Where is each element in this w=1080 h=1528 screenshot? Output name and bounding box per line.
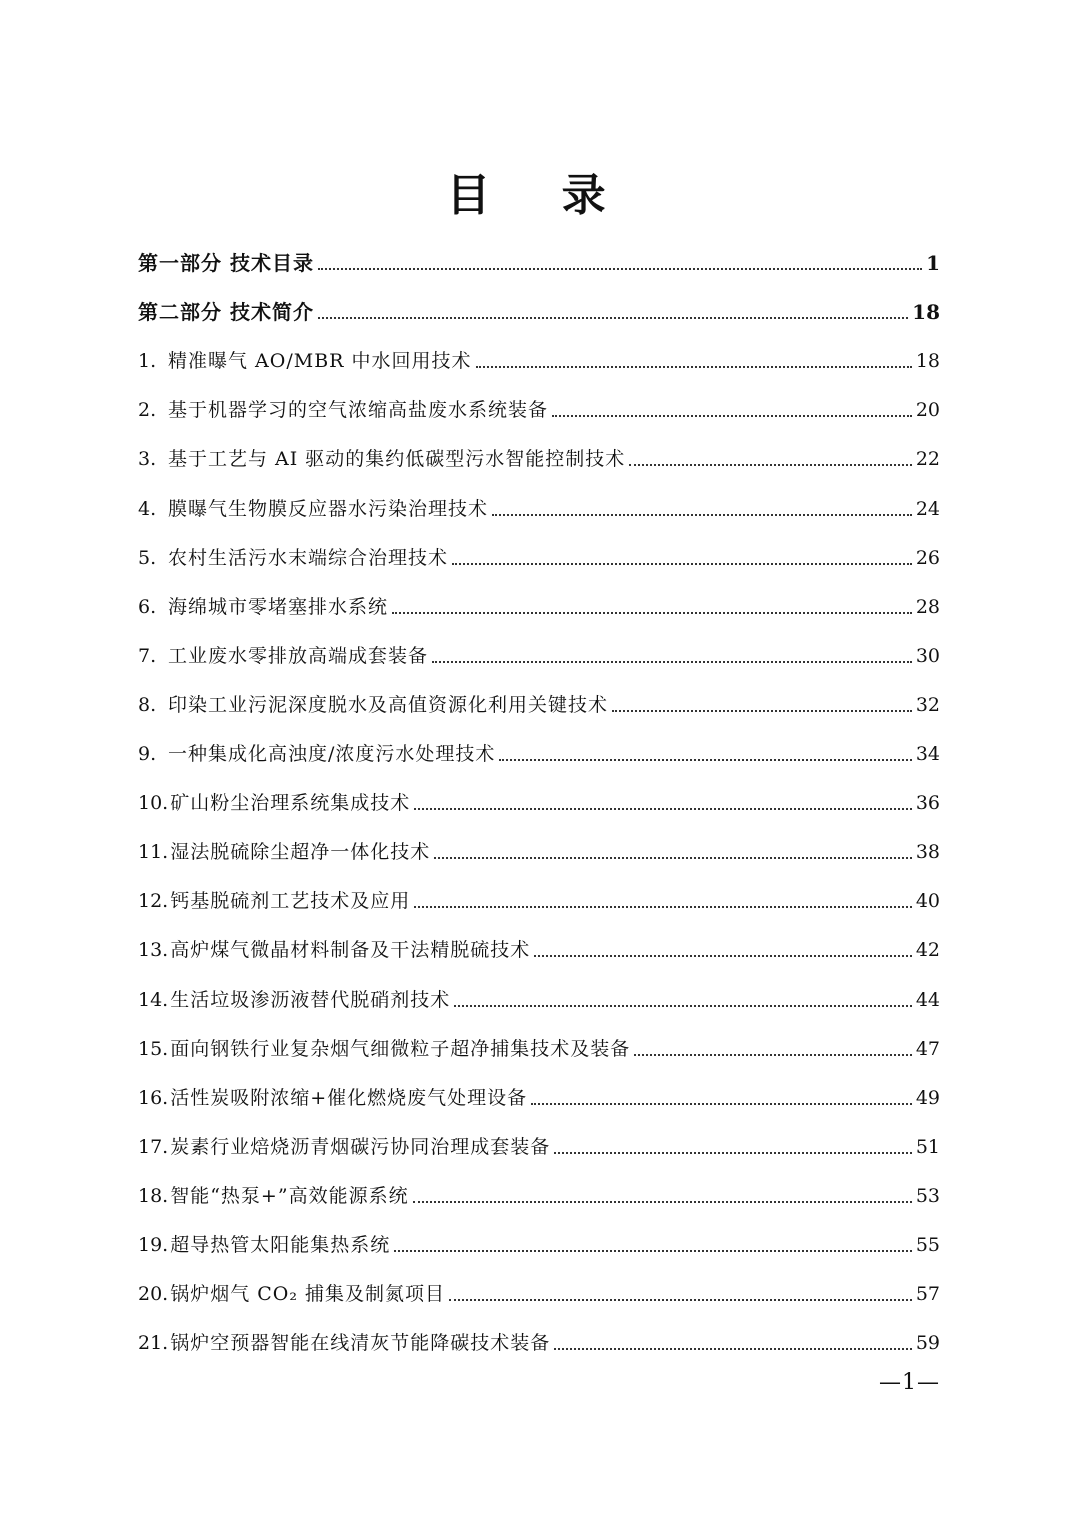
toc-entry-label: 锅炉烟气 CO₂ 捕集及制氮项目 xyxy=(170,1283,446,1306)
dot-leader xyxy=(449,1298,912,1301)
toc-page-number: 32 xyxy=(915,693,940,716)
dot-leader xyxy=(452,562,912,565)
toc-page-number: 24 xyxy=(915,497,940,520)
toc-part-row xyxy=(138,226,940,275)
toc-page-number: 26 xyxy=(915,546,940,569)
toc-entry-number: 7. xyxy=(138,644,157,667)
toc-page-number: 57 xyxy=(915,1283,940,1306)
toc-page-number: 40 xyxy=(915,890,940,913)
toc-entry xyxy=(138,668,940,717)
toc-entry xyxy=(138,471,940,520)
toc-entry-label: 智能“热泵+”高效能源系统 xyxy=(170,1184,409,1207)
toc-entry xyxy=(138,1159,940,1208)
dot-leader xyxy=(318,267,922,270)
toc-entry-label: 膜曝气生物膜反应器水污染治理技术 xyxy=(168,497,489,520)
toc-page-number: 59 xyxy=(915,1332,940,1355)
toc-entry-label: 炭素行业焙烧沥青烟碳污协同治理成套装备 xyxy=(170,1135,551,1158)
toc-entry-number: 10. xyxy=(138,792,169,815)
dot-leader xyxy=(414,807,912,810)
toc-page-number: 51 xyxy=(915,1135,940,1158)
toc-entry xyxy=(138,422,940,471)
toc-entry-label: 高炉煤气微晶材料制备及干法精脱硫技术 xyxy=(170,939,531,962)
dot-leader xyxy=(476,365,912,368)
toc-page-number: 42 xyxy=(915,939,940,962)
toc-entry xyxy=(138,815,940,864)
toc-page-number: 36 xyxy=(915,792,940,815)
toc-page-number: 20 xyxy=(915,399,940,422)
toc-entry-label: 钙基脱硫剂工艺技术及应用 xyxy=(170,890,411,913)
dot-leader xyxy=(612,709,912,712)
toc-entry-label: 农村生活污水末端综合治理技术 xyxy=(168,546,449,569)
dot-leader xyxy=(534,954,912,957)
toc-entry-number: 12. xyxy=(138,890,169,913)
toc-entry xyxy=(138,1061,940,1110)
toc-page-number: 1 xyxy=(926,251,940,276)
toc-entry-label: 生活垃圾渗沥液替代脱硝剂技术 xyxy=(170,988,451,1011)
toc-entry xyxy=(138,864,940,913)
toc-entry-label: 湿法脱硫除尘超净一体化技术 xyxy=(170,841,431,864)
toc-entry-number: 3. xyxy=(138,448,157,471)
toc-entry-label: 矿山粉尘治理系统集成技术 xyxy=(170,792,411,815)
toc-page-number: 47 xyxy=(915,1037,940,1060)
dot-leader xyxy=(629,463,912,466)
toc-entry-label: 精准曝气 AO/MBR 中水回用技术 xyxy=(168,350,472,373)
toc-entry xyxy=(138,1110,940,1159)
dot-leader xyxy=(434,856,912,859)
toc-page-number: 18 xyxy=(915,350,940,373)
toc-part-row xyxy=(138,275,940,324)
toc-entry xyxy=(138,1012,940,1061)
dot-leader xyxy=(552,414,912,417)
dot-leader xyxy=(634,1053,912,1056)
dot-leader xyxy=(554,1151,912,1154)
toc-page-number: 18 xyxy=(912,300,940,325)
toc-entry-number: 14. xyxy=(138,988,169,1011)
toc-entry-number: 2. xyxy=(138,399,157,422)
toc-entry xyxy=(138,521,940,570)
dot-leader xyxy=(394,1249,912,1252)
toc-entry-label: 基于机器学习的空气浓缩高盐废水系统装备 xyxy=(168,399,549,422)
toc-entry-label: 超导热管太阳能集热系统 xyxy=(170,1233,391,1256)
toc-entry xyxy=(138,324,940,373)
toc-page-number: 38 xyxy=(915,841,940,864)
dot-leader xyxy=(318,316,908,319)
toc-entry-label: 锅炉空预器智能在线清灰节能降碳技术装备 xyxy=(170,1332,551,1355)
toc-entry xyxy=(138,766,940,815)
toc-entry-label: 活性炭吸附浓缩+催化燃烧废气处理设备 xyxy=(170,1086,528,1109)
toc-part-label: 第一部分 技术目录 xyxy=(138,251,314,276)
toc-entry-number: 11. xyxy=(138,841,169,864)
dot-leader xyxy=(413,1200,912,1203)
page-title: 目 录 xyxy=(446,170,634,221)
toc-page-number: 34 xyxy=(915,743,940,766)
toc-entry xyxy=(138,1257,940,1306)
toc-page-number: 55 xyxy=(915,1233,940,1256)
toc-page-number: 49 xyxy=(915,1086,940,1109)
dot-leader xyxy=(454,1004,912,1007)
toc-entry xyxy=(138,619,940,668)
toc-entry-number: 9. xyxy=(138,743,157,766)
toc-entry-number: 1. xyxy=(138,350,157,373)
toc-entry-number: 17. xyxy=(138,1135,169,1158)
toc-page-number: 44 xyxy=(915,988,940,1011)
toc-entry-number: 5. xyxy=(138,546,157,569)
dot-leader xyxy=(531,1102,912,1105)
toc-part-label: 第二部分 技术简介 xyxy=(138,300,314,325)
toc-entry-number: 18. xyxy=(138,1184,169,1207)
dot-leader xyxy=(492,513,912,516)
toc-entry-label: 一种集成化高浊度/浓度污水处理技术 xyxy=(168,743,496,766)
toc-entry-number: 8. xyxy=(138,693,157,716)
dot-leader xyxy=(414,905,912,908)
dot-leader xyxy=(499,758,911,761)
toc-entry-number: 4. xyxy=(138,497,157,520)
toc-entry-number: 19. xyxy=(138,1233,169,1256)
toc-entry-label: 印染工业污泥深度脱水及高值资源化利用关键技术 xyxy=(168,693,609,716)
toc-entry xyxy=(138,570,940,619)
toc-entry-number: 13. xyxy=(138,939,169,962)
dot-leader xyxy=(432,660,912,663)
toc-entry xyxy=(138,373,940,422)
toc-entry-label: 海绵城市零堵塞排水系统 xyxy=(168,595,389,618)
dot-leader xyxy=(392,611,912,614)
toc-page-number: 30 xyxy=(915,644,940,667)
toc-entry-label: 基于工艺与 AI 驱动的集约低碳型污水智能控制技术 xyxy=(168,448,626,471)
toc-entry-number: 20. xyxy=(138,1283,169,1306)
toc-page-number: 53 xyxy=(915,1184,940,1207)
toc-entry-number: 6. xyxy=(138,595,157,618)
toc-page-number: 28 xyxy=(915,595,940,618)
page-footer-number: —1— xyxy=(879,1370,940,1395)
toc-entry xyxy=(138,1208,940,1257)
toc-entry-label: 面向钢铁行业复杂烟气细微粒子超净捕集技术及装备 xyxy=(170,1037,631,1060)
toc-entry-number: 15. xyxy=(138,1037,169,1060)
toc-entry xyxy=(138,717,940,766)
toc-entry-number: 21. xyxy=(138,1332,169,1355)
toc-entry xyxy=(138,962,940,1011)
toc-entry xyxy=(138,913,940,962)
toc-entry-label: 工业废水零排放高端成套装备 xyxy=(168,644,429,667)
dot-leader xyxy=(554,1347,912,1350)
toc-entry xyxy=(138,1306,940,1355)
toc-entry-number: 16. xyxy=(138,1086,169,1109)
table-of-contents xyxy=(138,226,940,1355)
toc-page-number: 22 xyxy=(915,448,940,471)
